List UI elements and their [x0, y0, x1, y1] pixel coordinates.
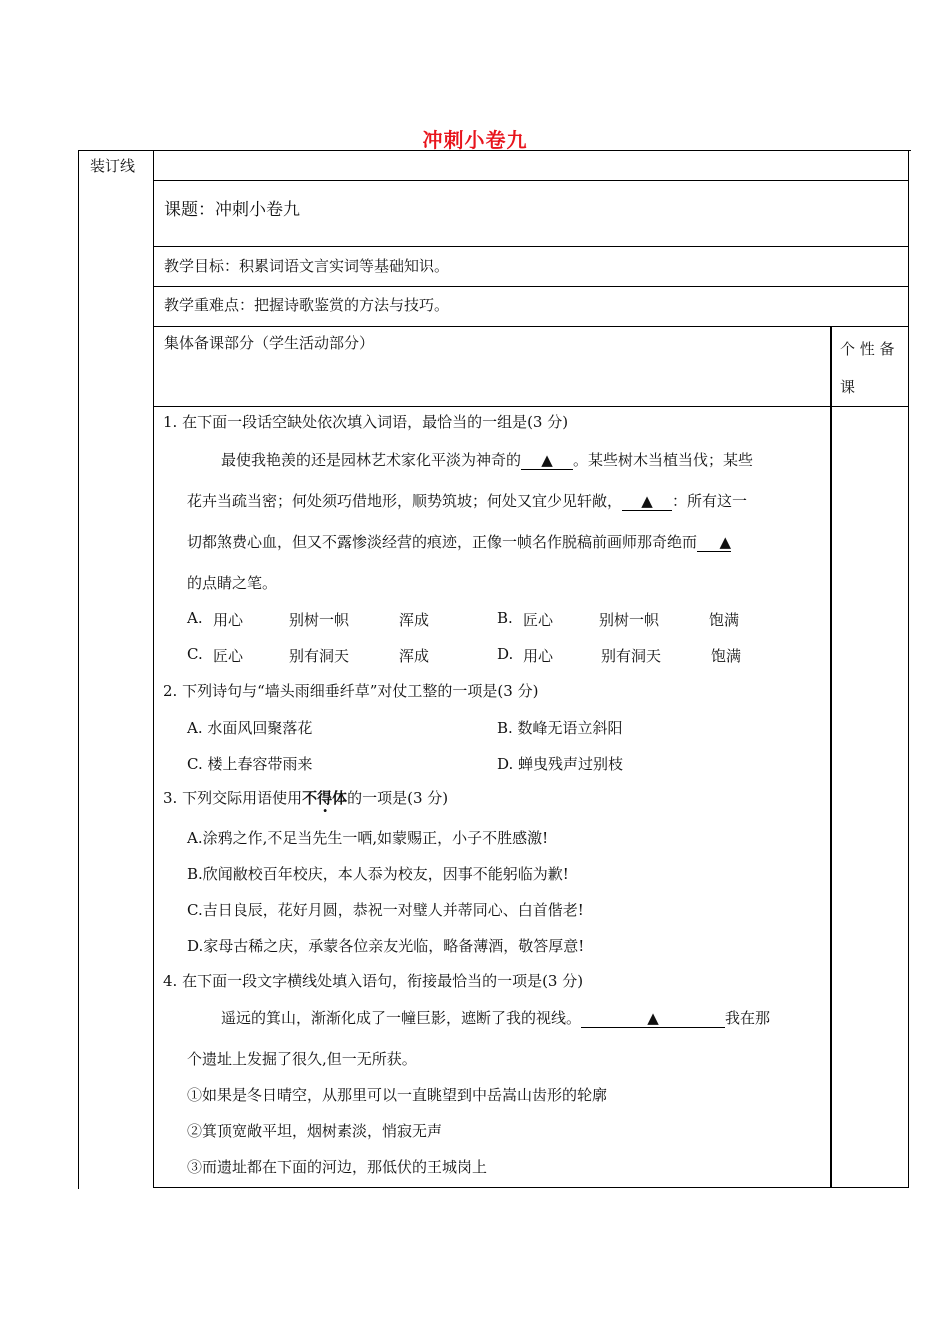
q4-stem: 4. 在下面一段文字横线处填入语句，衔接最恰当的一项是(3 分) [163, 972, 584, 990]
q1-blank-1: ▲ [521, 451, 573, 470]
q2-option-a: A. 水面风回聚落花 [187, 719, 313, 737]
q2-option-b: B. 数峰无语立斜阳 [497, 719, 623, 737]
collective-prep-label: 集体备课部分（学生活动部分） [164, 334, 375, 352]
q1-option-b: B. 匠心 别树一帜 饱满 [497, 609, 740, 629]
q3-stem: 3. 下列交际用语使用不得体的一项是(3 分) [163, 789, 449, 807]
q1-option-d: D. 用心 别有洞天 饱满 [497, 645, 742, 665]
q3-option-c: C.吉日良辰，花好月圆，恭祝一对璧人并蒂同心、白首偕老! [187, 901, 584, 919]
q4-blank: ▲ [581, 1009, 725, 1028]
column-divider [830, 327, 832, 1187]
prep-header-row [154, 327, 909, 407]
q4-item-3: ③而遗址都在下面的河边，那低伏的王城岗上 [187, 1158, 488, 1176]
lesson-topic: 课题：冲刺小卷九 [164, 200, 300, 220]
lesson-table [153, 150, 909, 1188]
q1-option-c: C. 匠心 别有洞天 浑成 [187, 645, 430, 665]
q1-stem: 1. 在下面一段话空缺处依次填入词语，最恰当的一组是(3 分) [163, 413, 569, 431]
q3-option-d: D.家母古稀之庆，承蒙各位亲友光临，略备薄酒，敬答厚意! [187, 937, 585, 955]
q4-para-line2: 个遗址上发掘了很久,但一无所获。 [187, 1050, 417, 1068]
q4-item-2: ②箕顶宽敞平坦，烟树素淡，悄寂无声 [187, 1122, 443, 1140]
q1-option-a: A. 用心 别树一帜 浑成 [187, 609, 430, 629]
q2-option-c: C. 楼上春容带雨来 [187, 755, 313, 773]
q1-blank-3: ▲ [697, 533, 731, 552]
q1-para-line4: 的点睛之笔。 [187, 574, 278, 592]
q2-stem: 2. 下列诗句与“墙头雨细垂纤草”对仗工整的一项是(3 分) [163, 682, 539, 700]
personal-prep-label: 个 性 备 课 [840, 340, 895, 396]
q1-para-line1: 最使我艳羡的还是园林艺术家化平淡为神奇的 ▲ 。某些树木当植当伐；某些 [221, 451, 754, 469]
q2-option-d: D. 蝉曳残声过别枝 [497, 755, 624, 773]
key-points: 教学重难点：把握诗歌鉴赏的方法与技巧。 [164, 296, 450, 314]
q3-option-a: A.涂鸦之作,不足当先生一哂,如蒙赐正，小子不胜感激! [187, 829, 549, 847]
q4-item-1: ①如果是冬日晴空，从那里可以一直眺望到中岳嵩山齿形的轮廓 [187, 1086, 608, 1104]
page-title: 冲刺小卷九 [422, 128, 528, 152]
q4-para-line1: 遥远的箕山，渐渐化成了一幢巨影，遮断了我的视线。 ▲ 我在那 [221, 1009, 771, 1027]
q1-para-line3: 切都煞费心血，但又不露惨淡经营的痕迹，正像一帧名作脱稿前画师那奇绝而 ▲ [187, 533, 732, 551]
goal-row [154, 247, 909, 287]
q3-emphasis: 不得体 [302, 789, 348, 807]
q3-option-b: B.欣闻敝校百年校庆，本人忝为校友，因事不能躬临为歉! [187, 865, 569, 883]
q1-para-line2: 花卉当疏当密；何处须巧借地形，顺势筑坡；何处又宜少见轩敞， ▲ ：所有这一 [187, 492, 748, 510]
q1-blank-2: ▲ [622, 492, 672, 511]
key-points-row [154, 287, 909, 327]
blank-row [154, 151, 909, 181]
teaching-goal: 教学目标：积累词语文言实词等基础知识。 [164, 257, 450, 275]
topic-row [154, 181, 909, 247]
binding-line-label: 装订线 [90, 157, 136, 175]
